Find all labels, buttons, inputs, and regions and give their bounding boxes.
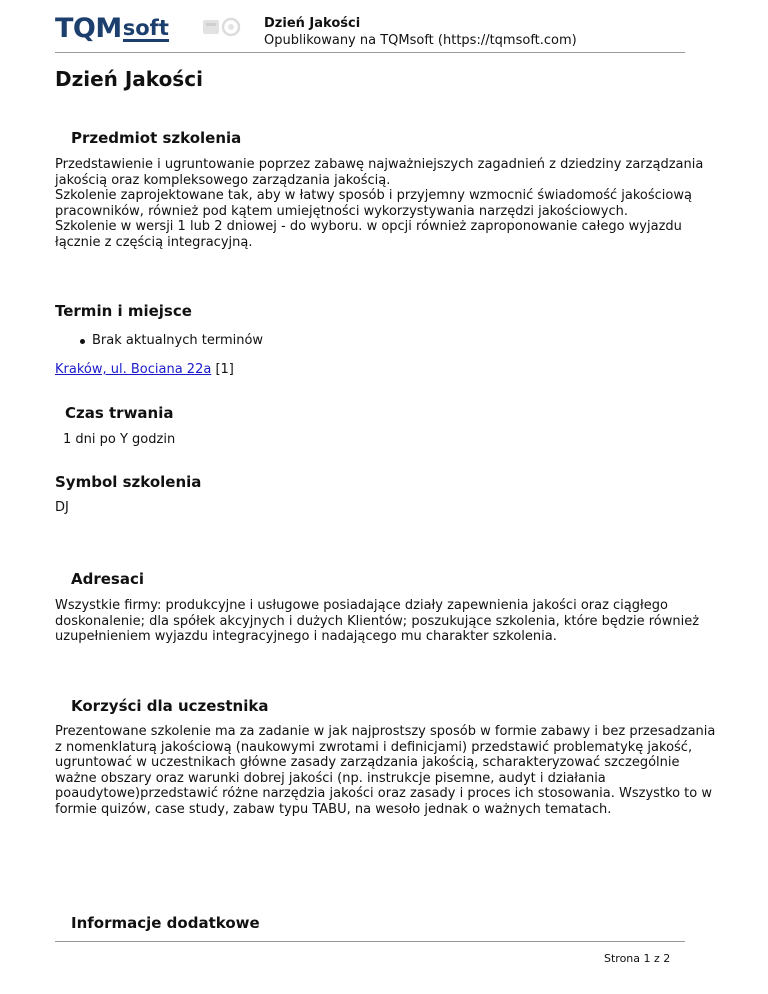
text-line: jakością oraz kompleksowego zarządzania jakością. — [55, 172, 391, 188]
location-link[interactable]: Kraków, ul. Bociana 22a — [55, 362, 212, 377]
paragraph-adresaci — [55, 598, 715, 645]
paragraph-przedmiot — [55, 157, 715, 250]
logo-main-text: TQM — [55, 13, 122, 44]
heading-termin: Termin i miejsce — [55, 302, 192, 320]
heading-korzysci: Korzyści dla uczestnika — [71, 697, 269, 715]
heading-adresaci: Adresaci — [71, 570, 145, 588]
heading-czas: Czas trwania — [65, 404, 174, 422]
header-divider — [55, 52, 685, 53]
bullet-icon — [80, 339, 85, 344]
text-line: formie quizów, case study, zabaw typu TABU, na wesoło jednak o ważnych tematach. — [55, 801, 612, 817]
logo-sub-text: soft — [122, 16, 169, 40]
bullet-text: Brak aktualnych terminów — [92, 333, 264, 348]
text-line: łącznie z częścią integracyjną. — [55, 234, 253, 250]
paragraph-korzysci — [55, 724, 715, 817]
text-line: ugruntować w uczestnikach główne zasady zarządzania jakością, scharakteryzować szczególnie — [55, 755, 680, 770]
location-row — [55, 362, 234, 378]
text-line: uzupełnieniem wyjazdu integracyjnego i nadającego mu charakter szkolenia. — [55, 629, 557, 644]
header-published: Opublikowany na TQMsoft (https://tqmsoft.com) — [264, 33, 577, 48]
header-title: Dzień Jakości — [264, 16, 361, 31]
text-line: poaudytowe)przedstawić różne narzędzia jakości oraz zasady i proces ich stosowania. Wszystko to w — [55, 786, 712, 801]
heading-przedmiot: Przedmiot szkolenia — [71, 129, 242, 147]
text-line: doskonalenie; dla spółek akcyjnych i dużych Klientów; poszukujące szkolenia, które będzie również — [55, 613, 700, 629]
heading-symbol: Symbol szkolenia — [55, 473, 202, 491]
text-line: Szkolenie zaprojektowane tak, aby w łatwy sposób i przyjemny wzmocnić świadomość jakościową — [55, 188, 692, 203]
list-item — [92, 333, 263, 349]
page-header — [0, 0, 768, 56]
text-line: Przedstawienie i ugruntowanie poprzez zabawę najważniejszych zagadnień z dziedziny zarządzania — [55, 157, 704, 172]
text-line: z nomenklaturą jakościową (naukowymi zwrotami i definicjami) przedstawić problematykę jakość, — [55, 739, 693, 755]
tqmsoft-logo[interactable] — [55, 14, 169, 44]
footer-divider — [55, 941, 685, 942]
page-number: Strona 1 z 2 — [604, 952, 671, 965]
logo-decoration-icon — [202, 14, 242, 40]
heading-informacje: Informacje dodatkowe — [71, 914, 260, 932]
text-line: pracowników, również pod kątem umiejętności wykorzystywania narzędzi jakościowych. — [55, 203, 629, 219]
link-reference: [1] — [215, 362, 234, 377]
text-line: Szkolenie w wersji 1 lub 2 dniowej - do wyboru. w opcji również zaproponowanie całego wyjazdu — [55, 219, 682, 234]
paragraph-czas: 1 dni po Y godzin — [63, 432, 176, 447]
page-title: Dzień Jakości — [55, 67, 203, 91]
text-line: Prezentowane szkolenie ma za zadanie w jak najprostszy sposób w formie zabawy i bez przesadzania — [55, 724, 716, 739]
paragraph-symbol: DJ — [55, 500, 69, 515]
text-line: Wszystkie firmy: produkcyjne i usługowe posiadające działy zapewnienia jakości oraz ciągłego — [55, 598, 668, 613]
text-line: ważne obszary oraz warunki dobrej jakości (np. instrukcje pisemne, audyt i działania — [55, 770, 606, 786]
